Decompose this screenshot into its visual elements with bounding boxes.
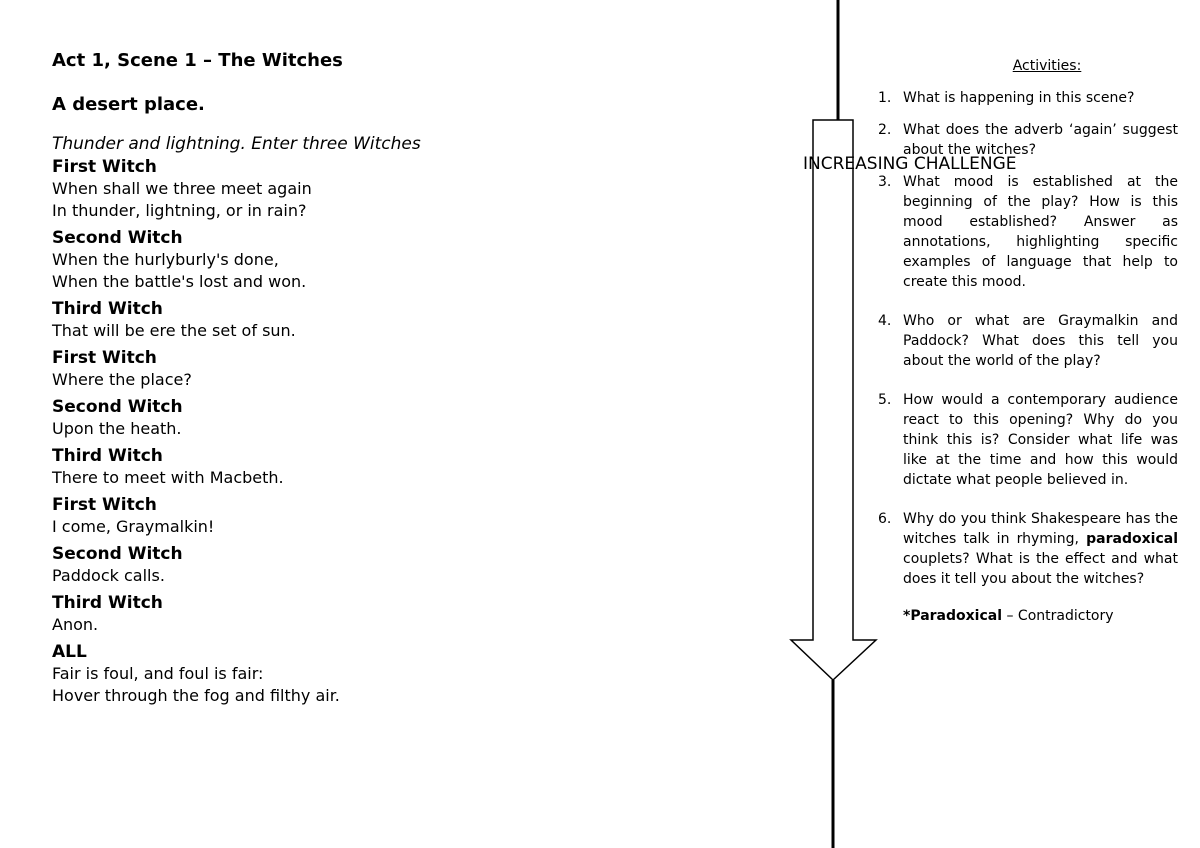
speech-line: I come, Graymalkin!	[52, 517, 215, 536]
speaker-name: First Witch	[52, 348, 157, 368]
speaker-name: Third Witch	[52, 446, 163, 466]
glossary-term: *Paradoxical	[903, 608, 1003, 624]
question-text: How would a contemporary audience react to this opening? Why do you think this is? Consider what life was like at the time and how this would dictate what people believed in.	[903, 392, 1178, 488]
speech-block	[52, 495, 752, 538]
question-text-before: Why do you think Shakespeare has the witches talk in rhyming,	[903, 511, 1178, 547]
speech-list	[52, 157, 752, 707]
speaker-name: Third Witch	[52, 299, 163, 319]
speech-block	[52, 348, 752, 391]
speech-line: In thunder, lightning, or in rain?	[52, 201, 307, 220]
stage-direction: Thunder and lightning. Enter three Witches	[52, 134, 421, 154]
speaker-name: Second Witch	[52, 228, 183, 248]
scene-setting: A desert place.	[52, 94, 205, 115]
glossary-definition: – Contradictory	[1002, 608, 1114, 624]
activities-heading: Activities:	[1012, 58, 1082, 74]
question-number: 4.	[878, 313, 892, 329]
speech-block	[52, 446, 752, 489]
speech-line: Fair is foul, and foul is fair:	[52, 664, 264, 683]
script-column	[52, 49, 752, 707]
increasing-challenge-arrow	[780, 0, 890, 848]
speech-line: That will be ere the set of sun.	[52, 321, 296, 340]
speech-line: Where the place?	[52, 370, 192, 389]
activities-panel	[878, 56, 1178, 626]
speech-block	[52, 642, 752, 707]
question-text: What mood is established at the beginning of the play? How is this mood established? Answer as annotations, highlighting specific examples of language that help to create this mood.	[903, 174, 1178, 290]
speaker-name: Second Witch	[52, 544, 183, 564]
question-text: What does the adverb ‘again’ suggest about the witches?	[903, 122, 1178, 158]
question-number: 3.	[878, 174, 892, 190]
speaker-name: Second Witch	[52, 397, 183, 417]
speech-line: When shall we three meet again	[52, 179, 312, 198]
speech-block	[52, 157, 752, 222]
glossary-note	[878, 606, 1178, 626]
question-item	[878, 509, 1178, 589]
speaker-name: Third Witch	[52, 593, 163, 613]
speech-line: Anon.	[52, 615, 99, 634]
scene-title: Act 1, Scene 1 – The Witches	[52, 50, 343, 71]
question-item	[878, 311, 1178, 371]
question-text-after: couplets? What is the effect and what does it tell you about the witches?	[903, 551, 1178, 587]
speech-block	[52, 593, 752, 636]
speech-line: There to meet with Macbeth.	[52, 468, 284, 487]
question-number: 1.	[878, 90, 892, 106]
speech-line: When the hurlyburly's done,	[52, 250, 279, 269]
speech-block	[52, 397, 752, 440]
question-number: 5.	[878, 392, 892, 408]
question-text: Who or what are Graymalkin and Paddock? What does this tell you about the world of the play?	[903, 313, 1178, 369]
speech-block	[52, 299, 752, 342]
question-number: 2.	[878, 122, 892, 138]
question-item	[878, 390, 1178, 490]
speaker-name: First Witch	[52, 495, 157, 515]
speech-line: Hover through the fog and filthy air.	[52, 686, 340, 705]
speech-line: Paddock calls.	[52, 566, 165, 585]
speaker-name: First Witch	[52, 157, 157, 177]
speech-block	[52, 544, 752, 587]
question-text	[903, 511, 1178, 587]
question-text: What is happening in this scene?	[903, 90, 1135, 106]
speech-line: Upon the heath.	[52, 419, 182, 438]
key-term: paradoxical	[1086, 531, 1178, 547]
speech-block	[52, 228, 752, 293]
speaker-name: ALL	[52, 642, 87, 662]
arrow-label: INCREASING CHALLENGE	[803, 154, 1017, 174]
speech-line: When the battle's lost and won.	[52, 272, 307, 291]
question-item	[878, 172, 1178, 292]
question-item	[878, 88, 1178, 108]
question-number: 6.	[878, 511, 892, 527]
arrow-shape	[791, 120, 876, 680]
